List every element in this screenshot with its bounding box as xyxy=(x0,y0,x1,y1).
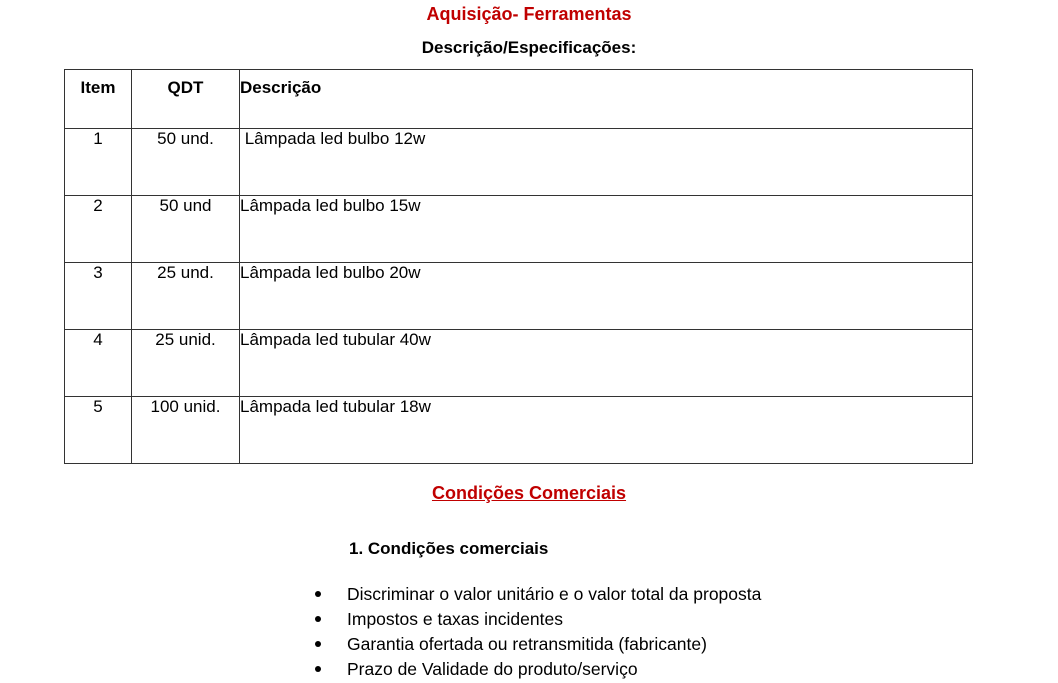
cell-item: 1 xyxy=(65,129,132,196)
cell-item: 5 xyxy=(65,397,132,464)
list-item xyxy=(313,583,761,608)
commercial-heading: 1. Condições comerciais xyxy=(349,539,549,558)
bullet-icon xyxy=(315,616,321,622)
cell-desc: Lâmpada led bulbo 15w xyxy=(240,196,973,263)
cell-item: 3 xyxy=(65,263,132,330)
cell-item: 2 xyxy=(65,196,132,263)
header-descricao: Descrição xyxy=(240,70,973,129)
list-item xyxy=(313,633,761,658)
cell-item: 4 xyxy=(65,330,132,397)
cell-qty: 50 und. xyxy=(132,129,240,196)
table-row xyxy=(65,330,973,397)
bullet-icon xyxy=(315,591,321,597)
table-row xyxy=(65,129,973,196)
bullet-icon xyxy=(315,641,321,647)
table-header-row xyxy=(65,70,973,129)
cell-desc: Lâmpada led tubular 40w xyxy=(240,330,973,397)
document-title: Aquisição- Ferramentas xyxy=(426,4,632,24)
table-row xyxy=(65,263,973,330)
header-qdt: QDT xyxy=(132,70,240,129)
cell-qty: 25 unid. xyxy=(132,330,240,397)
list-item xyxy=(313,658,761,683)
document-subtitle: Descrição/Especificações: xyxy=(421,38,637,57)
bullet-icon xyxy=(315,666,321,672)
list-item-text: Discriminar o valor unitário e o valor total da proposta xyxy=(347,584,762,604)
cell-desc: Lâmpada led tubular 18w xyxy=(240,397,973,464)
list-item-text: Prazo de Validade do produto/serviço xyxy=(347,659,638,679)
cell-qty: 25 und. xyxy=(132,263,240,330)
cell-desc: Lâmpada led bulbo 20w xyxy=(240,263,973,330)
table-row xyxy=(65,196,973,263)
commercial-section-title: Condições Comerciais xyxy=(431,483,627,503)
table-row xyxy=(65,397,973,464)
commercial-conditions-list xyxy=(313,583,761,683)
cell-qty: 100 unid. xyxy=(132,397,240,464)
header-item: Item xyxy=(65,70,132,129)
list-item xyxy=(313,608,761,633)
list-item-text: Garantia ofertada ou retransmitida (fabricante) xyxy=(347,634,707,654)
cell-desc: Lâmpada led bulbo 12w xyxy=(240,129,973,196)
list-item-text: Impostos e taxas incidentes xyxy=(347,609,563,629)
cell-qty: 50 und xyxy=(132,196,240,263)
specification-table xyxy=(64,69,973,464)
